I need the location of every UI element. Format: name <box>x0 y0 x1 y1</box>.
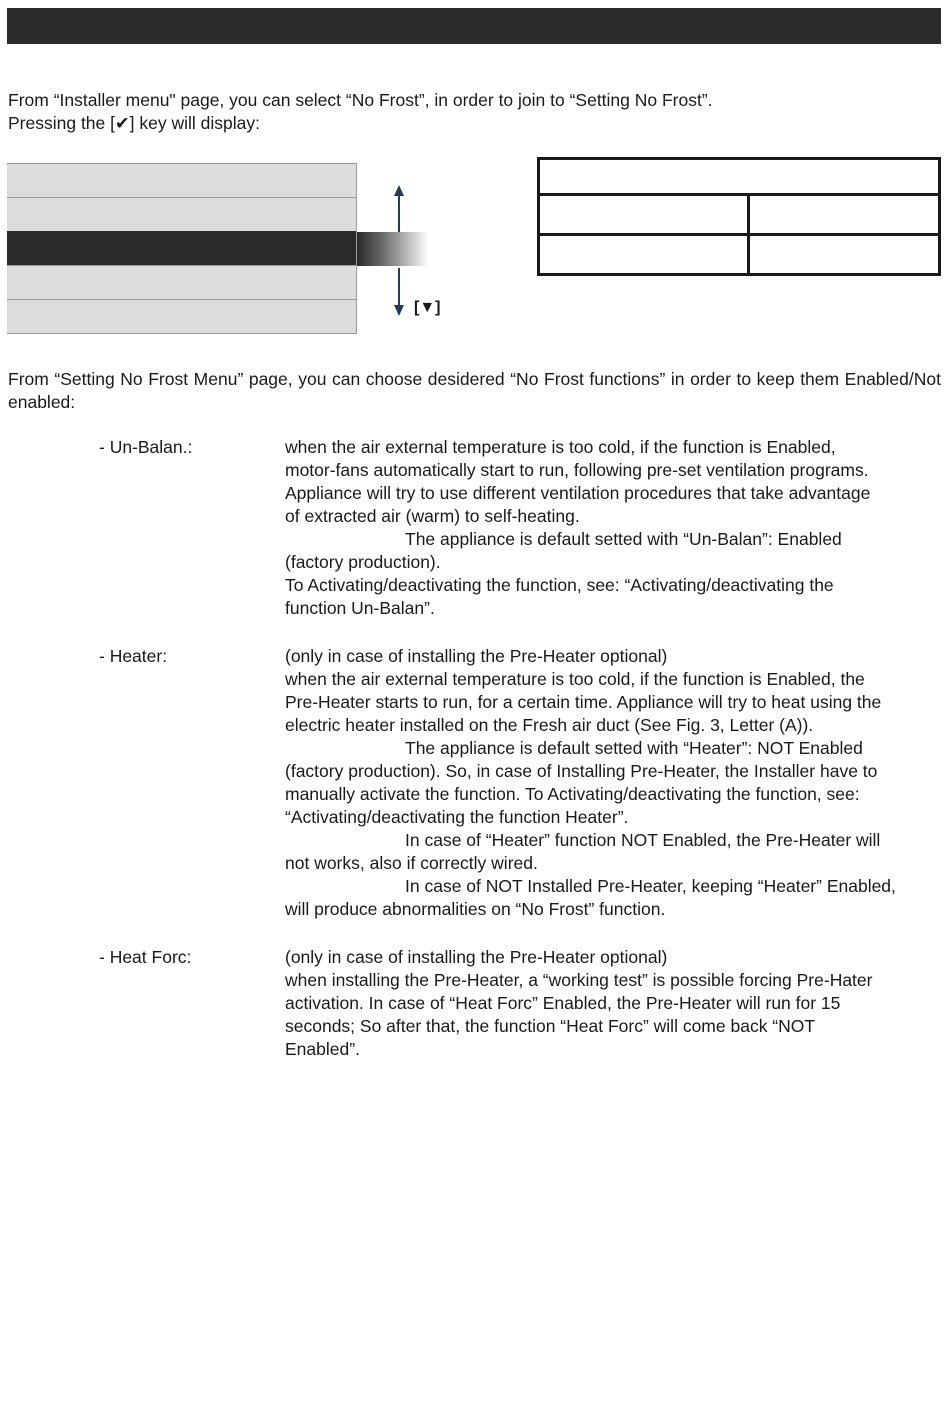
empty-settings-table <box>537 157 941 276</box>
intro-line-2-start: Pressing the [ <box>8 113 115 133</box>
intro-text <box>8 89 942 135</box>
text-line: In case of NOT Installed Pre-Heater, keeping “Heater” Enabled, <box>405 876 896 896</box>
text-line: In case of “Heater” function NOT Enabled, the Pre-Heater will <box>405 830 881 850</box>
function-body <box>285 946 943 1061</box>
table-divider-1 <box>537 193 941 196</box>
text-line: motor-fans automatically start to run, following pre-set ventilation programs. <box>285 460 869 480</box>
text-line: when the air external temperature is too cold, if the function is Enabled, the <box>285 669 865 689</box>
table-frame <box>537 157 941 276</box>
intro-line-1: From “Installer menu" page, you can select “No Frost”, in order to join to “Setting No Frost”. <box>8 90 713 110</box>
text-line: of extracted air (warm) to self-heating. <box>285 506 580 526</box>
text-line: (only in case of installing the Pre-Heater optional) <box>285 947 668 967</box>
table-divider-2 <box>537 233 941 236</box>
down-key-label: [▼] <box>414 299 441 316</box>
check-key-icon: ✔ <box>115 113 130 133</box>
table-column-divider <box>747 193 750 276</box>
text-line: seconds; So after that, the function “Heat Forc” will come back “NOT <box>285 1016 816 1036</box>
text-line: (factory production). So, in case of Installing Pre-Heater, the Installer have to <box>285 761 878 781</box>
text-line: function Un-Balan”. <box>285 598 435 618</box>
text-line: electric heater installed on the Fresh air duct (See Fig. 3, Letter (A)). <box>285 715 814 735</box>
text-line: not works, also if correctly wired. <box>285 853 538 873</box>
function-body <box>285 436 943 620</box>
text-line: will produce abnormalities on “No Frost” function. <box>285 899 666 919</box>
lcd-menu-display <box>7 163 357 334</box>
menu-row-2 <box>7 197 357 231</box>
text-line: activation. In case of “Heat Forc” Enabled, the Pre-Heater will run for 15 <box>285 993 841 1013</box>
text-line: manually activate the function. To Activating/deactivating the function, see: <box>285 784 860 804</box>
text-line: To Activating/deactivating the function, see: “Activating/deactivating the <box>285 575 834 595</box>
text-line: Pre-Heater starts to run, for a certain time. Appliance will try to heat using the <box>285 692 882 712</box>
text-line: when the air external temperature is too cold, if the function is Enabled, <box>285 437 836 457</box>
text-line: The appliance is default setted with “Un-Balan”: Enabled <box>405 529 842 549</box>
menu-row-selected <box>7 231 357 265</box>
menu-row-5 <box>7 299 357 334</box>
text-line: Appliance will try to use different ventilation procedures that take advantage <box>285 483 871 503</box>
function-body <box>285 645 943 921</box>
description-text: From “Setting No Frost Menu” page, you can choose desidered “No Frost functions” in order to keep them Enabled/Not enabled: <box>8 369 941 412</box>
menu-row-1 <box>7 163 357 197</box>
intro-line-2 <box>8 112 942 135</box>
intro-line-2-end: ] key will display: <box>129 113 260 133</box>
header-bar <box>7 8 941 44</box>
text-line: when installing the Pre-Heater, a “working test” is possible forcing Pre-Hater <box>285 970 873 990</box>
text-line: Enabled”. <box>285 1039 360 1059</box>
text-line: (factory production). <box>285 552 441 572</box>
function-label: - Heater: <box>99 646 168 666</box>
text-line: “Activating/deactivating the function Heater”. <box>285 807 629 827</box>
text-line: (only in case of installing the Pre-Heater optional) <box>285 646 668 666</box>
scroll-arrows-icon <box>385 185 415 320</box>
function-label: - Un-Balan.: <box>99 437 193 457</box>
menu-row-4 <box>7 265 357 299</box>
text-line: The appliance is default setted with “Heater”: NOT Enabled <box>405 738 863 758</box>
function-label: - Heat Forc: <box>99 947 192 967</box>
